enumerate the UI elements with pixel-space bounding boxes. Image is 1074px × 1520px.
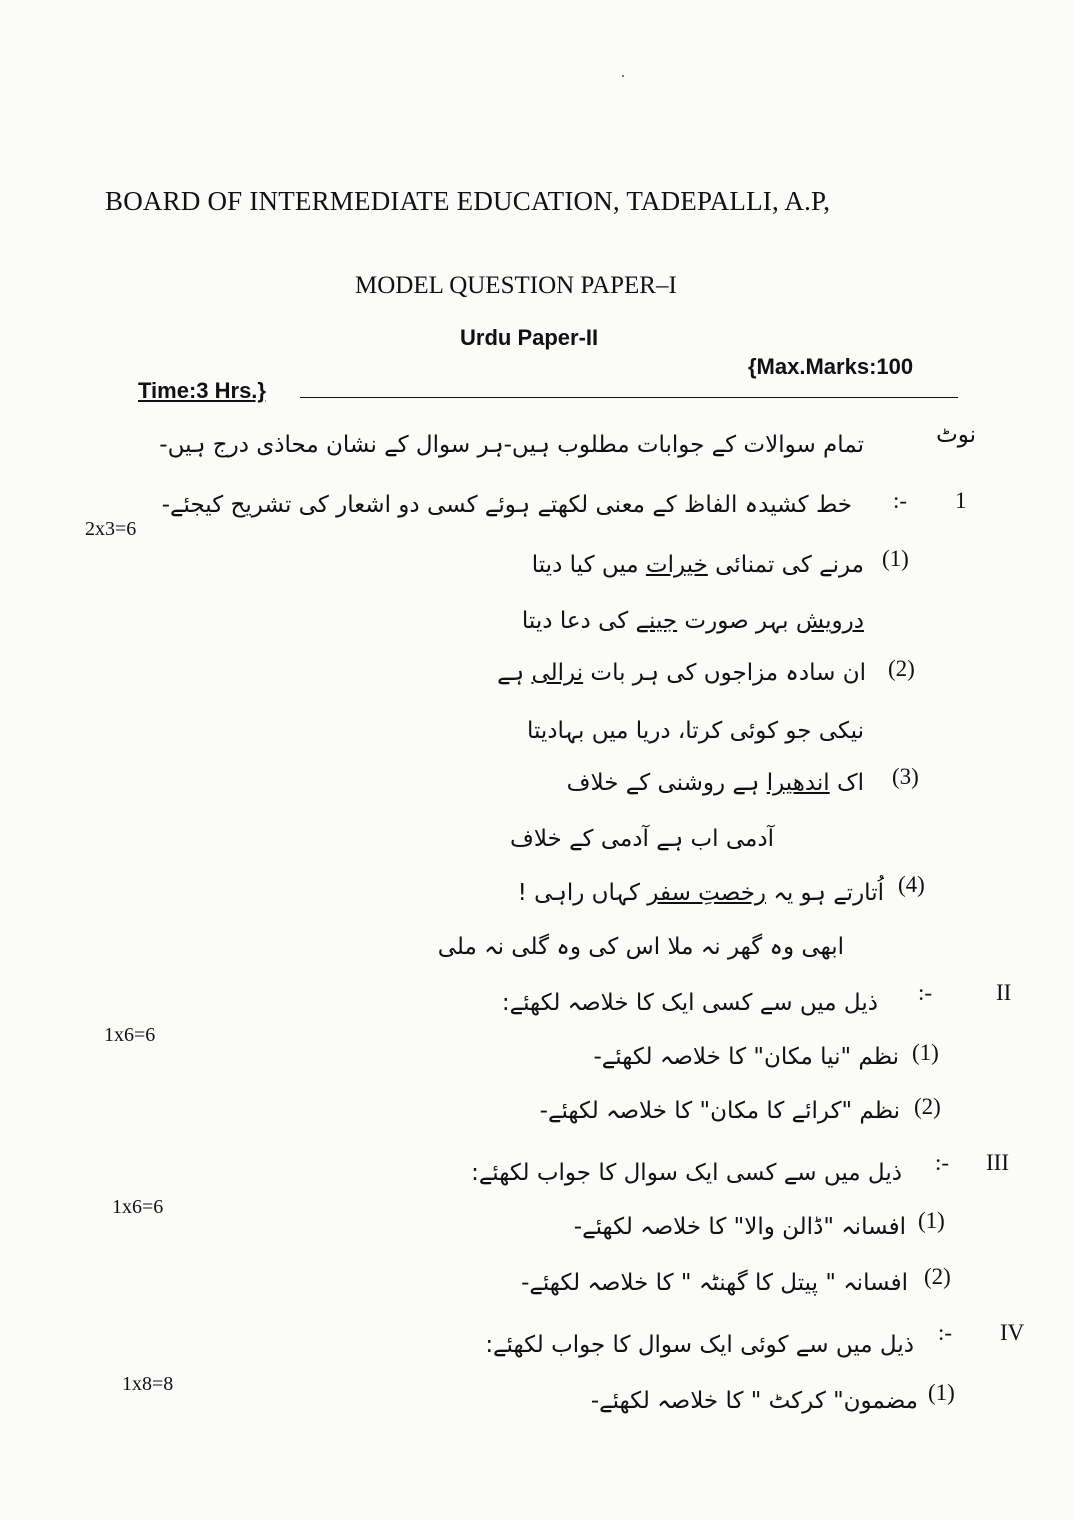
- q4-separator: :-: [938, 1320, 953, 1345]
- q1-item-2-line-2: نیکی جو کوئی کرتا، دریا میں بہادیتا: [526, 718, 864, 744]
- underlined-word: رخصتِ سفر: [647, 880, 767, 906]
- text-fragment: مرنے کی تمنائی: [707, 552, 864, 578]
- q3-number: III: [986, 1150, 1009, 1175]
- board-title: BOARD OF INTERMEDIATE EDUCATION, TADEPALLI, A.P,: [105, 186, 831, 216]
- q1-item-4-number: (4): [898, 872, 925, 897]
- scan-speck: [622, 75, 624, 77]
- q2-instruction: ذیل میں سے کسی ایک کا خلاصہ لکھئے:: [501, 990, 878, 1016]
- q4-instruction: ذیل میں سے کوئی ایک سوال کا جواب لکھئے:: [485, 1332, 914, 1358]
- q3-item-1-number: (1): [918, 1208, 945, 1233]
- text-fragment: میں کیا دیتا: [531, 552, 646, 578]
- q4-number: IV: [1000, 1320, 1025, 1345]
- text-fragment: اُتارتے ہو یہ: [766, 880, 884, 906]
- note-line-1: تمام سوالات کے جوابات مطلوب ہیں-ہر سوال کے نشان محاذی درج ہیں-: [159, 432, 864, 458]
- q1-marks: 2x3=6: [85, 518, 137, 540]
- q1-separator: :-: [893, 488, 908, 513]
- q3-instruction: ذیل میں سے کسی ایک سوال کا جواب لکھئے:: [471, 1160, 902, 1186]
- q3-item-2-text: افسانہ " پیتل کا گھنٹہ " کا خلاصہ لکھئے-: [521, 1270, 908, 1296]
- q1-item-3-number: (3): [892, 764, 919, 789]
- q1-item-1-line-2: [522, 608, 864, 634]
- q2-number: II: [996, 980, 1012, 1005]
- q1-instruction: خط کشیدہ الفاظ کے معنی لکھتے ہوئے کسی دو اشعار کی تشریح کیجئے-: [161, 492, 852, 518]
- q2-item-2-number: (2): [914, 1094, 941, 1119]
- q2-item-1-number: (1): [912, 1040, 939, 1065]
- q3-item-2-number: (2): [924, 1264, 951, 1289]
- q2-marks: 1x6=6: [104, 1024, 156, 1046]
- q2-item-2-text: نظم "کرائے کا مکان" کا خلاصہ لکھئے-: [539, 1098, 900, 1124]
- text-fragment: کی دعا دیتا: [521, 608, 636, 634]
- underlined-word: جینے: [635, 608, 678, 634]
- paper-title: MODEL QUESTION PAPER–I: [355, 272, 677, 299]
- text-fragment: ہے روشنی کے خلاف: [566, 770, 767, 796]
- text-fragment: ان سادہ مزاجوں کی ہر بات: [583, 660, 866, 686]
- header-divider: [300, 397, 958, 398]
- text-fragment: کہاں راہی !: [517, 880, 648, 906]
- q1-item-3-line-2: آدمی اب ہے آدمی کے خلاف: [509, 826, 774, 852]
- q1-item-2-line-1: [497, 660, 866, 686]
- underlined-word: نرالی: [531, 660, 584, 686]
- q2-separator: :-: [918, 980, 933, 1005]
- q1-item-4-line-2: ابھی وہ گھر نہ ملا اس کی وہ گلی نہ ملی: [437, 934, 844, 960]
- underlined-word: خیرات: [645, 552, 708, 578]
- text-fragment: اک: [829, 770, 864, 796]
- time-allowed: Time:3 Hrs.}: [138, 378, 266, 403]
- text-fragment: ہے: [497, 660, 532, 686]
- q1-item-3-line-1: [567, 770, 864, 796]
- q4-item-1-number: (1): [928, 1380, 955, 1405]
- note-label: نوٹ: [936, 422, 976, 448]
- q1-item-1-line-1: [532, 552, 864, 578]
- q1-number: 1: [955, 488, 967, 513]
- paper-subject: Urdu Paper-II: [460, 325, 599, 350]
- q1-item-1-number: (1): [882, 546, 909, 571]
- q3-separator: :-: [935, 1150, 950, 1175]
- q2-item-1-text: نظم "نیا مکان" کا خلاصہ لکھئے-: [593, 1044, 899, 1070]
- q4-marks: 1x8=8: [122, 1373, 174, 1395]
- q1-item-4-line-1: [518, 880, 884, 906]
- q3-marks: 1x6=6: [112, 1196, 164, 1218]
- underlined-word: درویش: [795, 608, 864, 634]
- q1-item-2-number: (2): [888, 656, 915, 681]
- text-fragment: بہر صورت: [677, 608, 796, 634]
- q4-item-1-text: مضمون" کرکٹ " کا خلاصہ لکھئے-: [590, 1388, 918, 1414]
- underlined-word: اندھیرا: [766, 770, 830, 796]
- max-marks: {Max.Marks:100: [748, 354, 914, 379]
- q3-item-1-text: افسانہ "ڈالن والا" کا خلاصہ لکھئے-: [573, 1214, 906, 1240]
